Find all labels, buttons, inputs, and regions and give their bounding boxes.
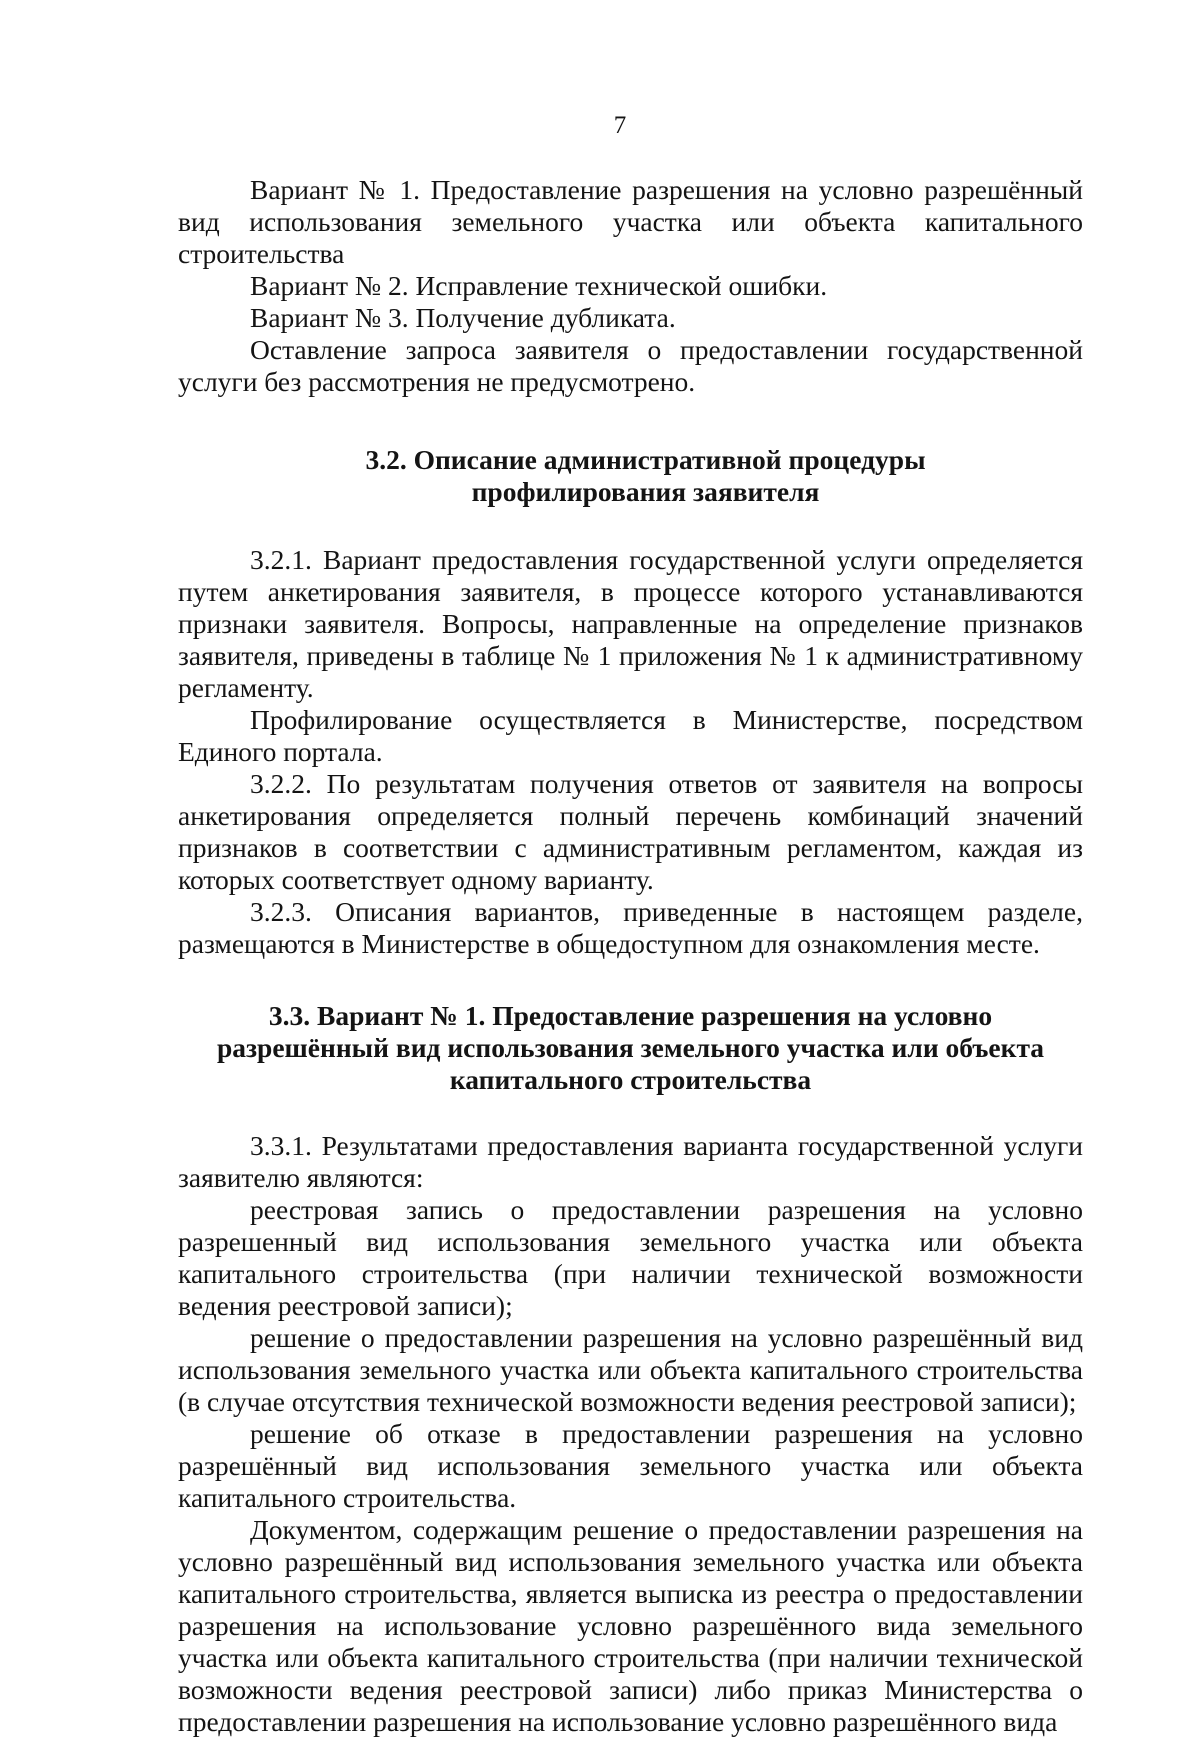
section-heading-3-3 (178, 1000, 1083, 1096)
document-body (178, 174, 1083, 1738)
paragraph-3-2-1: 3.2.1. Вариант предоставления государственной услуги определяется путем анкетирования заявителя, в процессе которого устанавливаются признаки заявителя. Вопросы, направленные на определение признаков заявителя, приведены в таблице № 1 приложения № 1 к административному регламенту. (178, 544, 1083, 703)
page-number: 7 (613, 112, 627, 139)
paragraph-3-2-2: 3.2.2. По результатам получения ответов от заявителя на вопросы анкетирования определяется полный перечень комбинаций значений признаков в соответствии с административным регламентом, каждая из которых соответствует одному варианту. (178, 768, 1083, 895)
paragraph-result-decision-refusal: решение об отказе в предоставлении разрешения на условно разрешённый вид использования земельного участка или объекта капитального строительства. (178, 1418, 1083, 1513)
paragraph-result-registry-entry: реестровая запись о предоставлении разрешения на условно разрешенный вид использования земельного участка или объекта капитального строительства (при наличии технической возможности ведения реестровой записи); (178, 1194, 1083, 1321)
heading-line: 3.3. Вариант № 1. Предоставление разрешения на условно (268, 1000, 993, 1031)
paragraph-no-dismissal: Оставление запроса заявителя о предоставлении государственной услуги без рассмотрения не предусмотрено. (178, 334, 1083, 397)
paragraph-result-decision-grant: решение о предоставлении разрешения на условно разрешённый вид использования земельного участка или объекта капитального строительства (в случае отсутствия технической возможности ведения реестровой записи); (178, 1322, 1083, 1417)
paragraph-profiling: Профилирование осуществляется в Министерстве, посредством Единого портала. (178, 704, 1083, 767)
paragraph-3-2-3: 3.2.3. Описания вариантов, приведенные в настоящем разделе, размещаются в Министерстве в общедоступном для ознакомления месте. (178, 896, 1083, 959)
section-heading-3-2 (178, 444, 1083, 508)
paragraph-variant-2: Вариант № 2. Исправление технической ошибки. (250, 270, 828, 301)
paragraph-decision-document: Документом, содержащим решение о предоставлении разрешения на условно разрешённый вид использования земельного участка или объекта капитального строительства, является выписка из реестра о предоставлении разрешения на использование условно разрешённого вида земельного участка или объекта капитального строительства (при наличии технической возможности ведения реестровой записи) либо приказ Министерства о предоставлении разрешения на использование условно разрешённого вида (178, 1514, 1083, 1737)
heading-line: 3.2. Описание административной процедуры (365, 444, 926, 475)
heading-line: профилирования заявителя (471, 476, 820, 507)
heading-line: капитального строительства (449, 1064, 812, 1095)
heading-line: разрешённый вид использования земельного участка или объекта (216, 1032, 1045, 1063)
paragraph-variant-1: Вариант № 1. Предоставление разрешения на условно разрешённый вид использования земельного участка или объекта капитального строительства (178, 174, 1083, 269)
paragraph-variant-3: Вариант № 3. Получение дубликата. (250, 302, 676, 333)
paragraph-3-3-1: 3.3.1. Результатами предоставления варианта государственной услуги заявителю являются: (178, 1130, 1083, 1193)
